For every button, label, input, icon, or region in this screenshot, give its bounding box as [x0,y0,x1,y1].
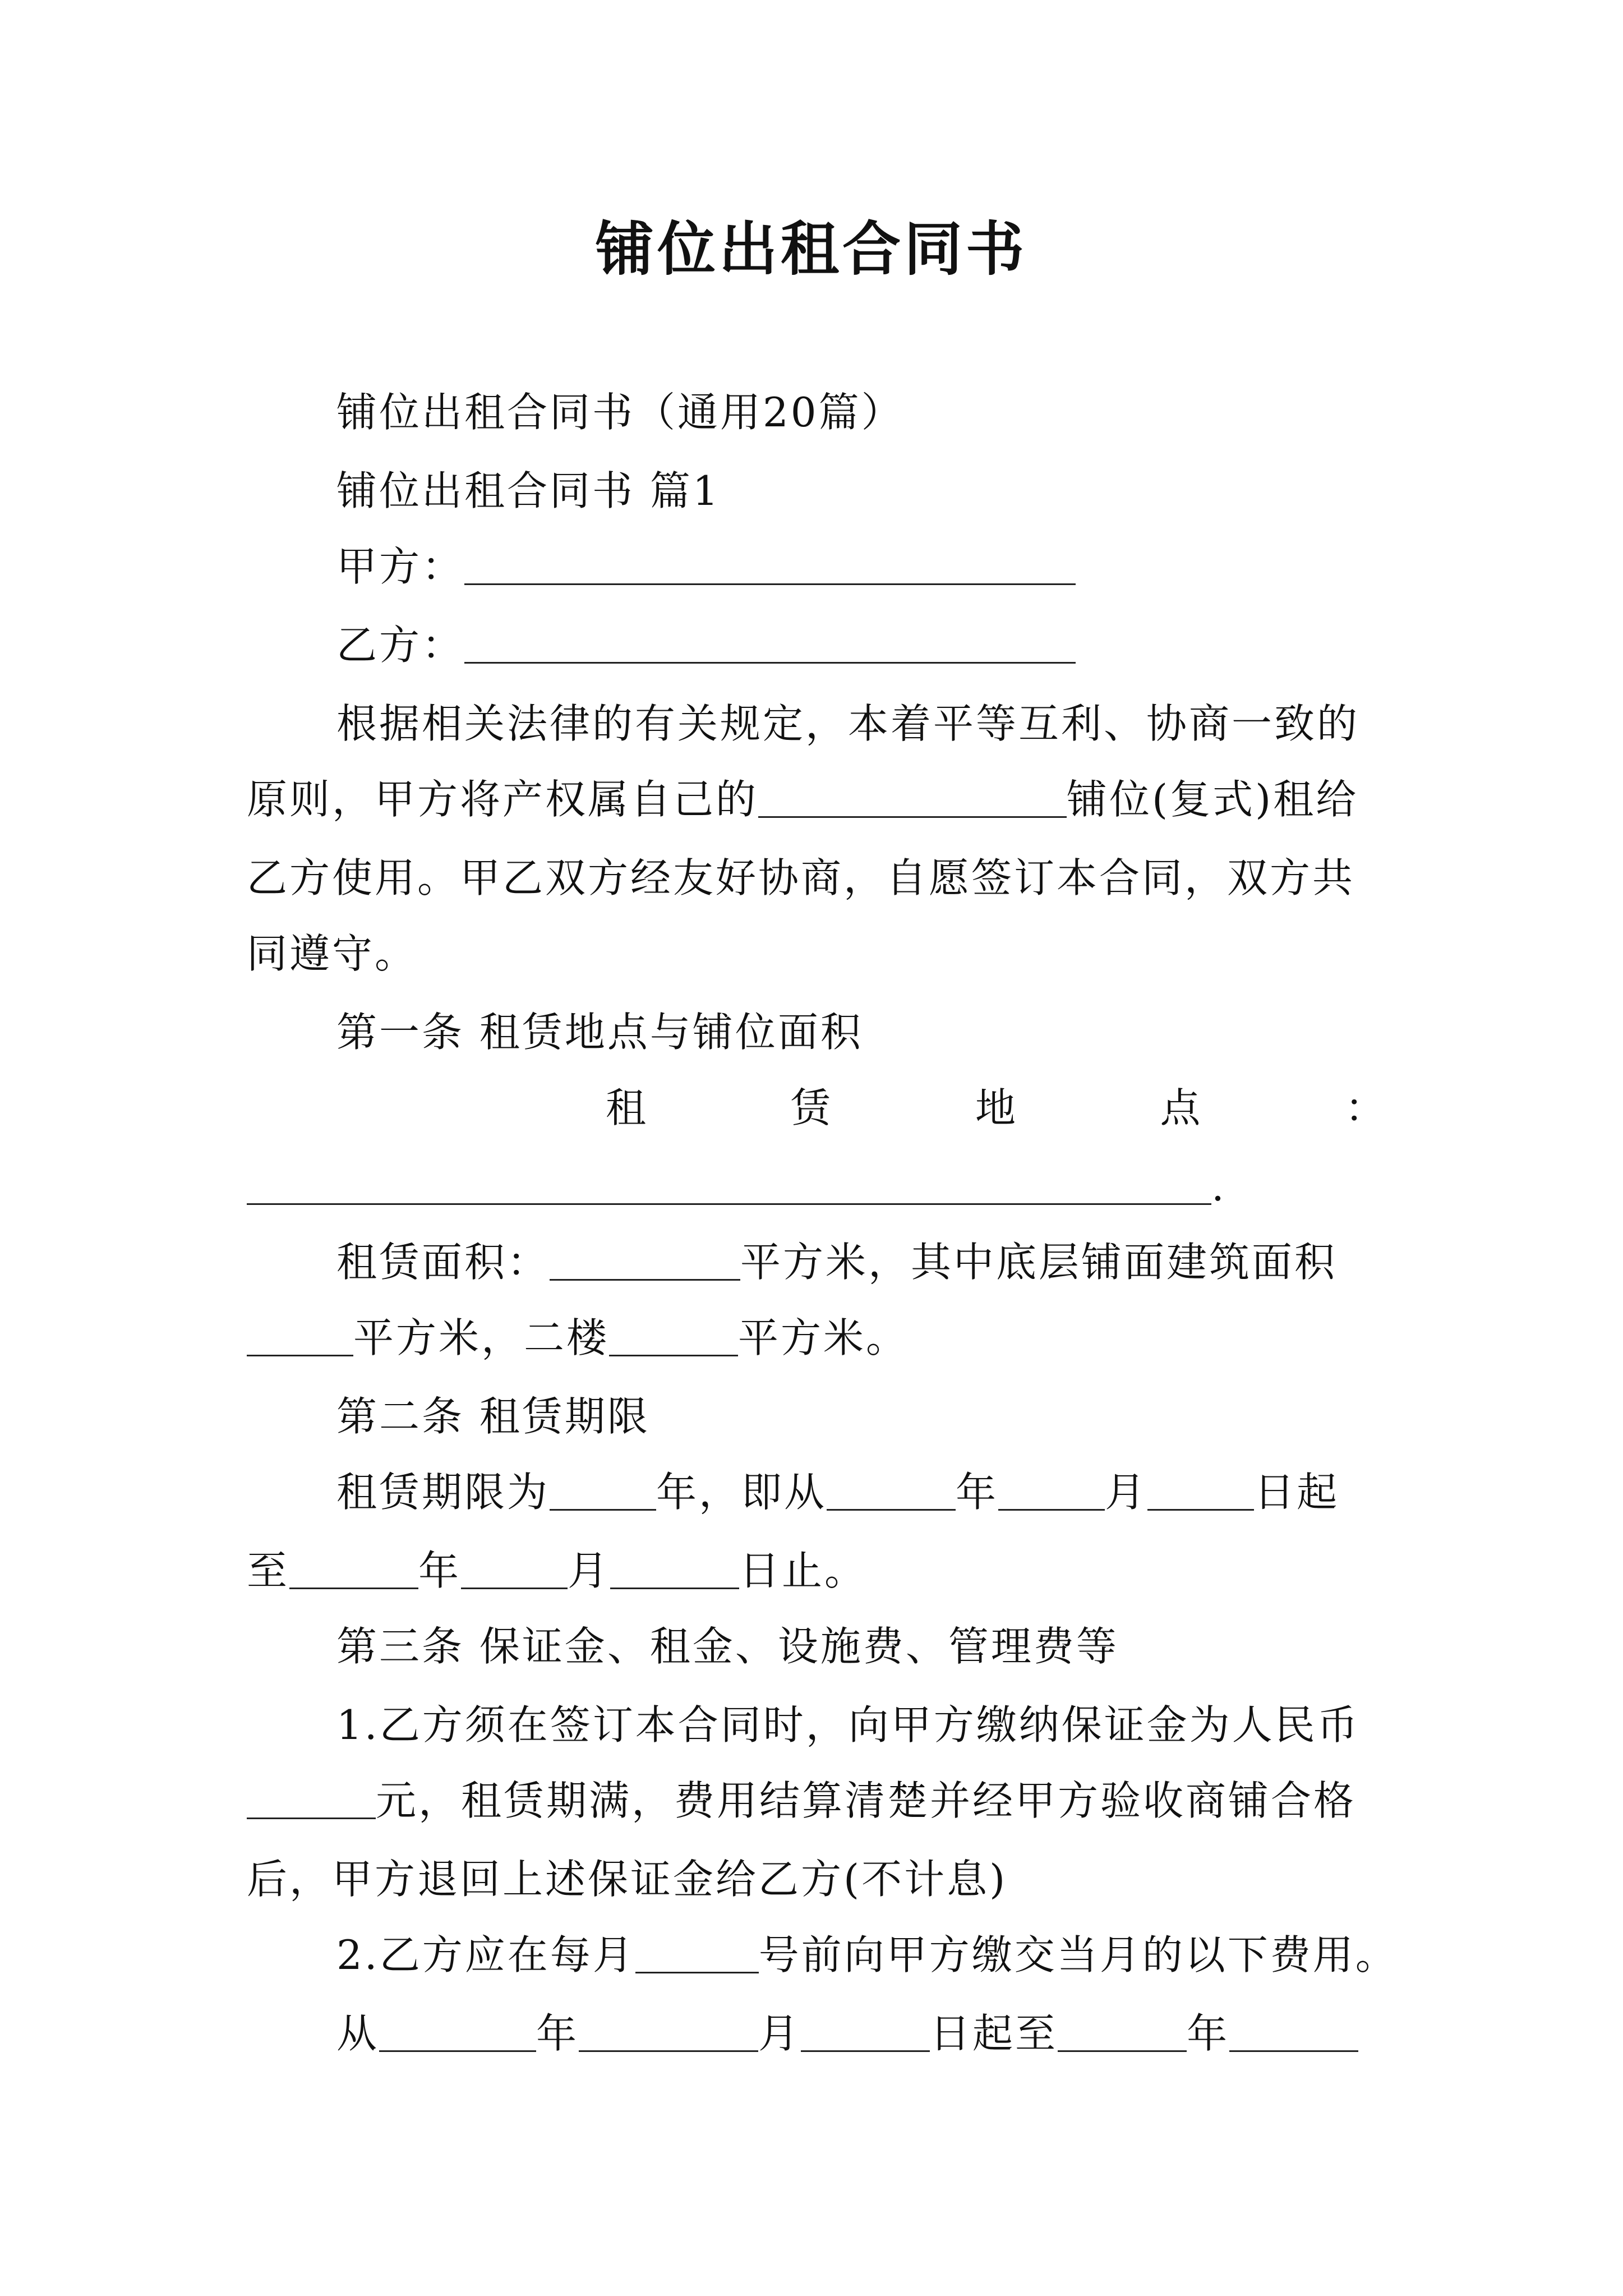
area-total-blank [550,1243,740,1281]
fee-text-g: 年 [1187,2010,1230,2057]
article-2-heading: 第二条 租赁期限 [336,1393,650,1440]
term-line-1 [336,1461,1339,1523]
area-second-floor-blank [609,1319,738,1356]
fee-start-day-blank [801,2014,930,2052]
start-month-blank [998,1473,1105,1511]
start-day-blank [1147,1473,1254,1511]
fee-text-c: 从 [336,2010,380,2057]
shop-name-blank [758,780,1067,818]
document-title: 铺位出租合同书 [595,214,1027,283]
fee-day-blank [635,1936,759,1973]
location-char: 赁 [790,1084,831,1131]
intro-line-2-text-a: 原则，甲方将产权属自己的 [247,776,759,823]
term-text-b: 年，即从 [656,1469,827,1516]
area-ground-blank [247,1319,353,1356]
article-1-heading: 第一条 租赁地点与铺位面积 [336,1009,863,1056]
end-month-blank [461,1552,568,1589]
party-a-label: 甲方： [336,543,465,590]
fee-end-month-blank [1229,2014,1358,2052]
party-a-line [336,536,1076,597]
location-blank-line [247,1156,1227,1217]
term-text-g: 年 [418,1547,462,1594]
term-years-blank [550,1473,656,1511]
party-b-line [336,614,1076,676]
fee-text-a: 2.乙方应在每月 [336,1931,635,1978]
end-year-blank [289,1552,418,1589]
location-char: ： [1344,1084,1385,1131]
deposit-line-2-text: 元，租赁期满，费用结算清楚并经甲方验收商铺合格 [376,1777,1357,1824]
start-year-blank [827,1473,956,1511]
intro-line-4: 同遵守。 [247,930,418,977]
term-text-h: 月 [568,1547,611,1594]
fee-end-year-blank [1058,2014,1187,2052]
area-line-1 [336,1231,1337,1293]
end-day-blank [610,1552,739,1589]
area-line-2-text-b: 平方米。 [738,1314,909,1361]
deposit-line-3: 后，甲方退回上述保证金给乙方(不计息) [247,1856,1008,1903]
area-line-1-text: 平方米，其中底层铺面建筑面积 [740,1239,1338,1286]
fee-start-month-blank [579,2014,758,2052]
document-subtitle: 铺位出租合同书（通用20篇） [336,389,904,436]
deposit-line-1: 1.乙方须在签订本合同时，向甲方缴纳保证金为人民币 [336,1701,1360,1749]
fee-start-year-blank [379,2014,536,2052]
party-b-blank [464,626,1076,664]
location-char: 租 [606,1084,647,1131]
party-a-blank [464,547,1076,585]
term-text-e: 日起 [1254,1469,1340,1516]
location-blank [247,1167,1211,1205]
area-label: 租赁面积： [336,1239,550,1286]
intro-line-2-text-b: 铺位(复式)租给 [1067,776,1359,823]
fee-text-f: 日起至 [930,2010,1058,2057]
area-line-2-text-a: 平方米，二楼 [353,1314,610,1361]
party-b-label: 乙方： [336,622,465,669]
fee-line-1 [336,1924,1398,1986]
term-text-d: 月 [1105,1469,1148,1516]
fee-text-b: 号前向甲方缴交当月的以下费用。 [758,1931,1398,1978]
deposit-line-2 [247,1770,1356,1832]
fee-text-d: 年 [536,2010,579,2057]
term-text-f: 至 [247,1547,290,1594]
term-text-a: 租赁期限为 [336,1469,550,1516]
location-label-spread [606,1077,1385,1139]
fee-text-e: 月 [758,2010,801,2057]
intro-line-2 [247,769,1358,830]
location-char: 地 [975,1084,1016,1131]
location-char: 点 [1160,1084,1201,1131]
term-line-2 [247,1540,867,1602]
area-line-2 [247,1307,909,1369]
intro-line-3: 乙方使用。甲乙双方经友好协商，自愿签订本合同，双方共 [247,854,1355,901]
location-end-dot: . [1211,1163,1227,1210]
intro-line-1: 根据相关法律的有关规定，本着平等互利、协商一致的 [336,700,1360,747]
part-heading: 铺位出租合同书 篇1 [336,467,721,514]
deposit-amount-blank [247,1782,376,1819]
article-3-heading: 第三条 保证金、租金、设施费、管理费等 [336,1623,1119,1670]
term-text-c: 年 [956,1469,999,1516]
fee-line-2 [336,2003,1358,2064]
term-text-i: 日止。 [739,1547,868,1594]
